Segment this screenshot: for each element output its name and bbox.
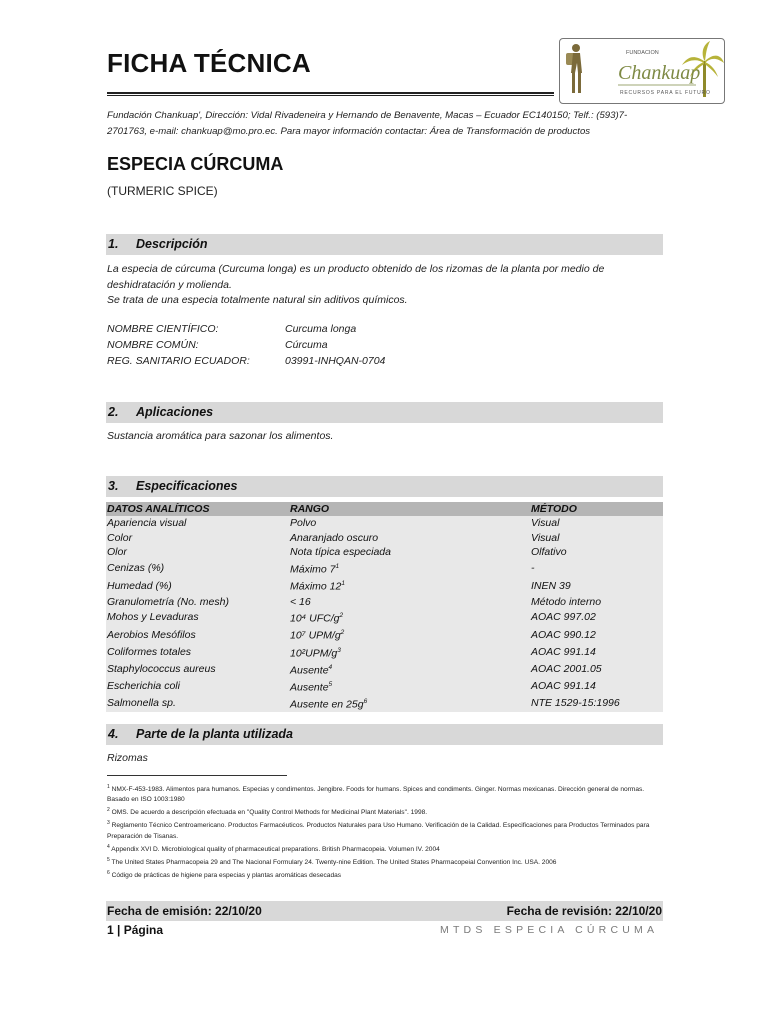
- table-row: [106, 644, 663, 661]
- cell-dato: [106, 609, 289, 626]
- cell-metodo-text: AOAC 997.02: [531, 611, 596, 624]
- cell-metodo: [530, 695, 663, 712]
- section-parte-planta-header: [106, 724, 663, 745]
- cell-dato: [106, 644, 289, 661]
- section-number: 3.: [108, 479, 119, 493]
- table-row: [106, 595, 663, 610]
- footnote-text: NMX-F-453-1983. Alimentos para humanos. Especias y condimentos. Jengibre. Foods for humans. Spices and condiments. Ginger. Normas mexicanas. Dirección general de normas. Basado en ISO 1003:1980: [107, 786, 645, 804]
- cell-metodo-text: AOAC 991.14: [531, 680, 596, 693]
- cell-rango-text: Ausente en 25g: [290, 698, 364, 711]
- table-row: [106, 545, 663, 560]
- issue-date: Fecha de emisión: 22/10/20: [107, 904, 262, 918]
- field-value: 03991-INHQAN-0704: [285, 355, 386, 367]
- document-code: MTDS ESPECIA CÚRCUMA: [440, 924, 659, 936]
- table-row: [106, 626, 663, 643]
- logo-graphic: [560, 39, 724, 103]
- table-row: [106, 695, 663, 712]
- cell-rango: [289, 609, 530, 626]
- section-number: 4.: [108, 727, 119, 741]
- cell-rango-text: Máximo 7: [290, 563, 336, 576]
- cell-dato-text: Escherichia coli: [107, 680, 180, 693]
- cell-rango-text: 10²UPM/g: [290, 647, 338, 660]
- footnote-ref: 2: [339, 612, 344, 620]
- cell-dato-text: Cenizas (%): [107, 562, 165, 575]
- cell-dato-text: Humedad (%): [107, 579, 172, 592]
- cell-metodo: [530, 644, 663, 661]
- cell-rango-text: 10⁷ UPM/g: [290, 629, 341, 642]
- cell-dato-text: Color: [107, 531, 133, 544]
- table-row: [106, 560, 663, 577]
- column-header-rango: RANGO: [289, 502, 530, 516]
- section-title: Parte de la planta utilizada: [136, 727, 293, 741]
- table-row: [106, 609, 663, 626]
- footnote-text: Código de prácticas de higiene para especias y plantas aromáticas desecadas: [111, 872, 342, 880]
- footnote: [107, 818, 667, 841]
- footnote: [107, 842, 667, 855]
- footnote-separator: [107, 775, 287, 776]
- cell-metodo-text: -: [531, 562, 535, 575]
- section-title: Especificaciones: [136, 479, 238, 493]
- table-row: [106, 577, 663, 594]
- footnote-ref: 1: [341, 580, 345, 588]
- applications-text: Sustancia aromática para sazonar los alimentos.: [107, 430, 334, 442]
- section-number: 2.: [108, 405, 119, 419]
- cell-metodo: [530, 626, 663, 643]
- description-paragraph: La especia de cúrcuma (Curcuma longa) es un producto obtenido de los rizomas de la planta por medio de deshidratación y molienda.: [107, 263, 605, 291]
- cell-rango-text: Máximo 12: [290, 580, 342, 593]
- footnotes: [107, 782, 667, 881]
- footnote-ref: 1: [335, 563, 340, 571]
- cell-rango: [289, 545, 530, 560]
- cell-metodo: [530, 595, 663, 610]
- cell-dato: [106, 695, 289, 712]
- cell-rango: [289, 595, 530, 610]
- cell-metodo: [530, 577, 663, 594]
- footnote-number: 2: [107, 807, 110, 814]
- chankuap-logo: [559, 38, 725, 104]
- footnote-ref: 5: [328, 681, 333, 689]
- cell-metodo: [530, 560, 663, 577]
- document-title: FICHA TÉCNICA: [107, 48, 311, 78]
- cell-rango-text: Ausente: [290, 681, 329, 694]
- revision-date: Fecha de revisión: 22/10/20: [506, 904, 662, 918]
- table-header-row: [106, 502, 663, 516]
- cell-dato: [106, 595, 289, 610]
- cell-metodo-text: AOAC 2001.05: [531, 663, 602, 676]
- footnote-ref: 2: [340, 629, 345, 637]
- footnote-number: 1: [107, 784, 110, 790]
- footnote-number: 5: [107, 856, 110, 863]
- cell-dato-text: Staphylococcus aureus: [107, 663, 216, 676]
- footnote: [107, 805, 667, 818]
- cell-dato: [106, 560, 289, 577]
- section-title: Aplicaciones: [136, 405, 214, 419]
- cell-dato-text: Olor: [107, 546, 127, 559]
- field-label: REG. SANITARIO ECUADOR:: [107, 355, 250, 367]
- field-label: NOMBRE CIENTÍFICO:: [107, 323, 219, 335]
- cell-dato: [106, 531, 289, 546]
- footnote: [107, 868, 667, 881]
- title-rule-thin: [107, 95, 554, 96]
- column-header-metodo: MÉTODO: [530, 502, 663, 516]
- cell-dato: [106, 678, 289, 695]
- cell-metodo-text: Visual: [531, 517, 560, 529]
- field-value: Curcuma longa: [285, 323, 357, 335]
- section-especificaciones-header: [106, 476, 663, 497]
- footnote-ref: 3: [337, 646, 341, 654]
- section-title: Descripción: [136, 237, 208, 251]
- product-subtitle: (TURMERIC SPICE): [107, 184, 218, 198]
- page-number: 1 | Página: [107, 923, 164, 937]
- cell-rango: [289, 626, 530, 643]
- footnote-ref: 4: [328, 663, 333, 671]
- cell-rango: [289, 644, 530, 661]
- cell-metodo-text: Olfativo: [531, 546, 567, 559]
- product-name: ESPECIA CÚRCUMA: [107, 154, 284, 174]
- cell-metodo: [530, 531, 663, 546]
- cell-dato: [106, 577, 289, 594]
- field-value: Cúrcuma: [285, 339, 328, 351]
- cell-metodo: [530, 661, 663, 678]
- cell-dato-text: Aerobios Mesófilos: [107, 628, 196, 641]
- footnote-text: Appendix XVI D. Microbiological quality of pharmaceutical preparations. British Pharmacopeia. Volumen IV. 2004: [111, 845, 440, 853]
- cell-rango: [289, 678, 530, 695]
- cell-metodo-text: NTE 1529-15:1996: [531, 697, 620, 710]
- plant-part-text: Rizomas: [107, 752, 148, 764]
- cell-dato-text: Mohos y Levaduras: [107, 611, 199, 624]
- cell-rango-text: Anaranjado oscuro: [290, 531, 379, 544]
- cell-dato: [106, 516, 289, 531]
- section-number: 1.: [108, 237, 119, 251]
- specifications-table: [106, 502, 663, 712]
- cell-dato: [106, 626, 289, 643]
- logo-small-text: FUNDACION: [626, 50, 659, 56]
- table-row: [106, 661, 663, 678]
- cell-dato-text: Apariencia visual: [107, 517, 187, 529]
- cell-rango: [289, 531, 530, 546]
- cell-rango: [289, 661, 530, 678]
- cell-metodo: [530, 545, 663, 560]
- cell-rango: [289, 695, 530, 712]
- cell-dato: [106, 661, 289, 678]
- cell-metodo-text: INEN 39: [531, 579, 571, 592]
- cell-metodo-text: Método interno: [531, 595, 602, 608]
- footnote-text: OMS. De acuerdo a descripción efectuada en "Quality Control Methods for Medicinal Plant Materials". 1998.: [111, 809, 428, 817]
- cell-rango: [289, 577, 530, 594]
- logo-tagline: RECURSOS PARA EL FUTURO: [620, 90, 711, 96]
- cell-rango-text: Polvo: [290, 517, 317, 529]
- footnote-text: Reglamento Técnico Centroamericano. Productos Farmacéuticos. Productos Naturales para Uso Humano. Verificación de la Calidad. Especificaciones para Productos Terminados para Preparación de Tisanas.: [107, 822, 650, 840]
- cell-rango-text: Nota típica especiada: [290, 546, 391, 559]
- footer-dates-bar: [106, 901, 663, 921]
- cell-metodo: [530, 678, 663, 695]
- cell-rango: [289, 560, 530, 577]
- cell-metodo-text: AOAC 991.14: [531, 645, 596, 658]
- description-paragraph-2: Se trata de una especia totalmente natural sin aditivos químicos.: [107, 294, 408, 306]
- cell-metodo-text: Visual: [531, 531, 560, 544]
- cell-dato-text: Granulometría (No. mesh): [107, 595, 229, 608]
- cell-metodo-text: AOAC 990.12: [531, 628, 596, 641]
- contact-info: Fundación Chankuap', Dirección: Vidal Rivadeneira y Hernando de Benavente, Macas – Ecuador EC140150; Telf.: (593)7-2701763, e-mail: chankuap@mo.pro.ec. Para mayor información contactar: Área de Transformación de productos: [107, 110, 628, 137]
- footnote-number: 3: [107, 820, 110, 827]
- cell-dato: [106, 545, 289, 560]
- footnote: [107, 855, 667, 868]
- footnote-ref: 6: [363, 698, 368, 706]
- footnote: [107, 782, 667, 805]
- cell-dato-text: Coliformes totales: [107, 645, 192, 658]
- cell-metodo: [530, 609, 663, 626]
- section-descripcion-header: [106, 234, 663, 255]
- table-row: [106, 531, 663, 546]
- column-header-datos: DATOS ANALÍTICOS: [106, 502, 289, 516]
- cell-rango: [289, 516, 530, 531]
- footnote-number: 4: [107, 843, 110, 850]
- cell-dato-text: Salmonella sp.: [107, 697, 176, 710]
- table-row: [106, 678, 663, 695]
- footnote-number: 6: [107, 869, 110, 876]
- logo-name: Chankuap: [618, 62, 701, 84]
- cell-rango-text: Ausente: [290, 664, 329, 677]
- cell-rango-text: 10⁴ UFC/g: [290, 612, 340, 625]
- footnote-text: The United States Pharmacopeia 29 and The Nacional Formulary 24. Twenty-nine Edition. The United States Pharmacopeial Convention Inc. USA. 2006: [111, 858, 557, 866]
- section-aplicaciones-header: [106, 402, 663, 423]
- field-label: NOMBRE COMÚN:: [107, 339, 199, 351]
- cell-metodo: [530, 516, 663, 531]
- cell-rango-text: < 16: [290, 595, 311, 608]
- table-row: [106, 516, 663, 531]
- title-rule: [107, 92, 554, 94]
